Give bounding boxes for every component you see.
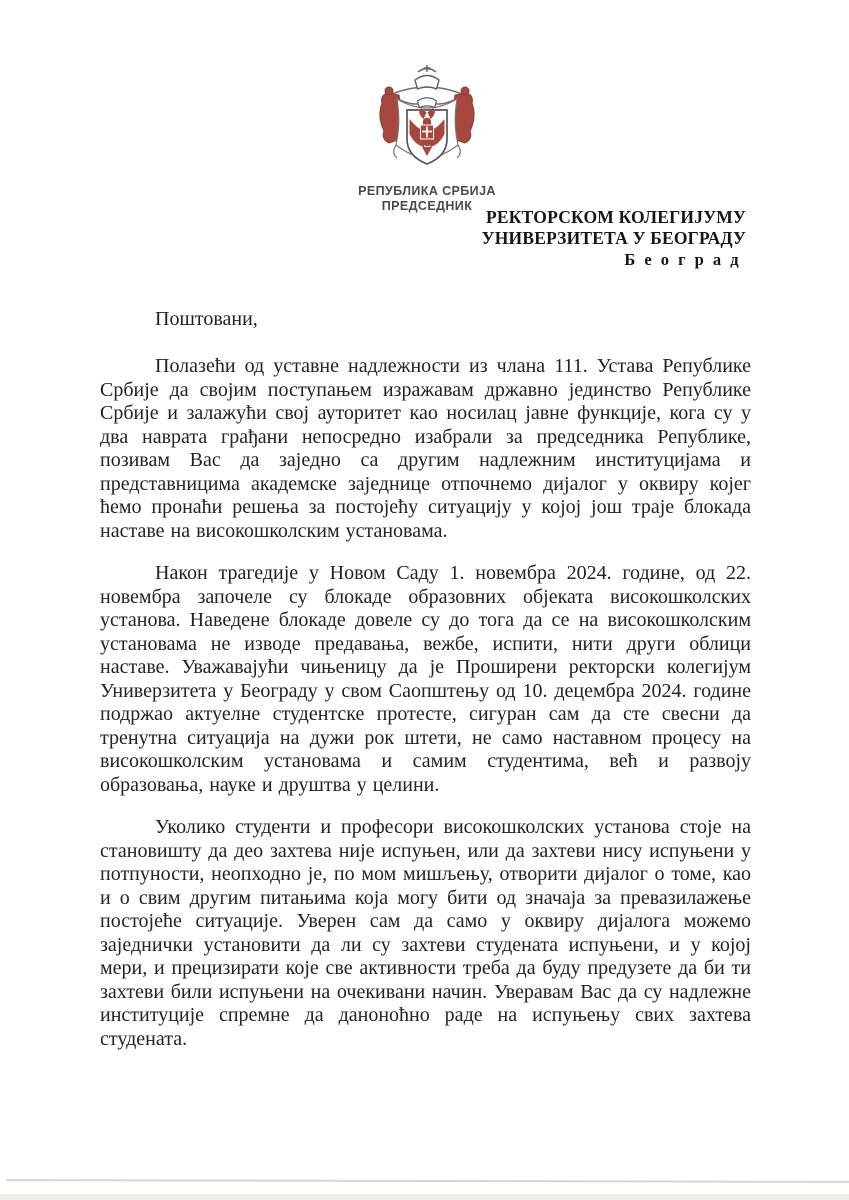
paragraph-3: Уколико студенти и професори високошколских установа стоје на становишту да део захтева није испуњен, или да захтеви нису испуњени у потпуности, неопходно је, по мом мишљењу, отворити дијалог о томе, као и о свим другим питањима која могу бити од значаја за превазилажење постојеће ситуације. Уверен сам да само у оквиру дијалога можемо заједнички установити да ли су захтеви студената испуњени, и у којој мери, и прецизирати које све активности треба да буду предузете да би ти захтеви били испуњени на очекивани начин. Уверавам Вас да су надлежне институције спремне да даноноћно раде на испуњењу свих захтева студената. (100, 816, 751, 1050)
letterhead-office: ПРЕДСЕДНИК (381, 198, 473, 213)
paragraph-1: Полазећи од уставне надлежности из члана 111. Устава Републике Србије да својим поступањем изражавам државно јединство Републике Србије и залажући свој ауторитет као носилац јавне функције, кога су у два наврата грађани непосредно изабрали за председника Републике, позивам Вас да заједно са другим надлежним институцијама и представницима академске заједнице отпочнемо дијалог у оквиру којег ћемо пронаћи решења за постојећу ситуацију у којој још траје блокада наставе на високошколским установама. (100, 355, 751, 542)
coat-of-arms-icon (372, 62, 482, 184)
recipient-line-2: УНИВЕРЗИТЕТА У БЕОГРАДУ (481, 228, 746, 248)
letter-body (100, 308, 751, 1070)
recipient-city: Београд (624, 250, 748, 269)
scan-page-edge-shadow (0, 1194, 849, 1200)
paragraph-2: Након трагедије у Новом Саду 1. новембра 2024. године, од 22. новембра започеле су блокаде образовних објеката високошколских установа. Наведене блокаде довеле су до тога да се на високошколским установама не изводе предавања, вежбе, испити, нити други облици наставе. Уважавајући чињеницу да је Проширени ректорски колегијум Универзитета у Београду у свом Саопштењу од 10. децембра 2024. године подржао актуелне студентске протесте, сигуран сам да сте свесни да тренутна ситуација на дужи рок штети, не само наставном процесу на високошколским установама и самим студентима, већ и развоју образовања, науке и друштва у целини. (100, 562, 751, 796)
scan-page-edge-line (6, 1179, 849, 1183)
recipient-line-1: РЕКТОРСКОМ КОЛЕГИЈУМУ (485, 207, 746, 227)
recipient-block (482, 207, 746, 270)
salutation: Поштовани, (155, 308, 258, 330)
letterhead-country: РЕПУБЛИКА СРБИЈА (358, 184, 496, 198)
